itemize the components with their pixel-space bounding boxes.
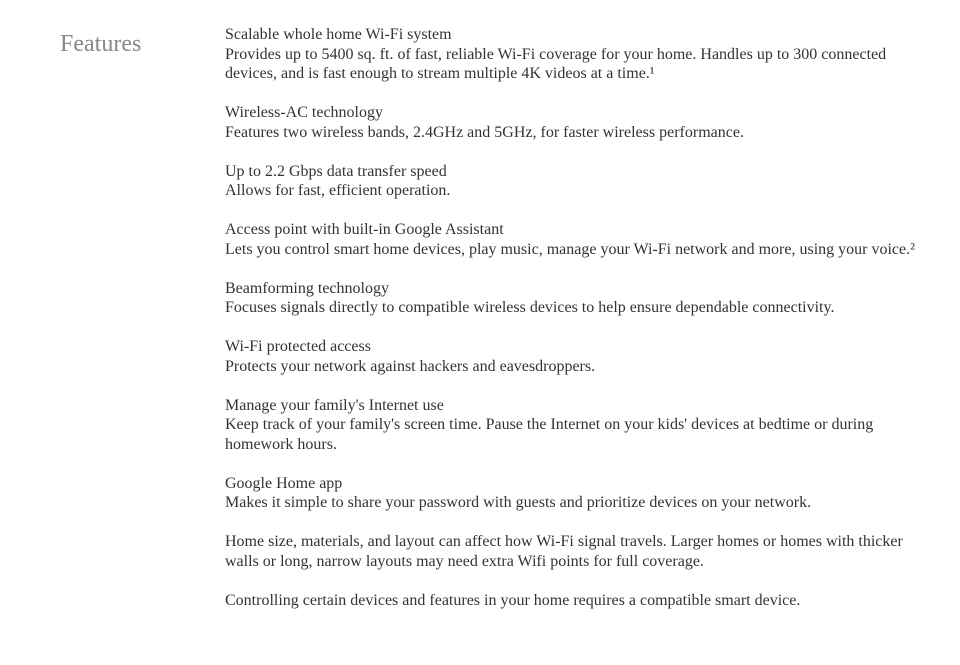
- feature-description: Allows for fast, efficient operation.: [225, 182, 451, 199]
- footnote-coverage: Home size, materials, and layout can affect how Wi-Fi signal travels. Larger homes or homes with thicker walls or long, narrow layouts may need extra Wifi points for full coverage.: [225, 533, 903, 570]
- feature-item: [225, 279, 915, 318]
- feature-description: Features two wireless bands, 2.4GHz and 5GHz, for faster wireless performance.: [225, 123, 744, 141]
- feature-name: Wi-Fi protected access: [225, 338, 371, 355]
- feature-item: [225, 103, 915, 142]
- features-list: [225, 25, 915, 630]
- feature-name: Scalable whole home Wi-Fi system: [225, 26, 452, 43]
- feature-item: [225, 162, 915, 201]
- feature-description: Focuses signals directly to compatible wireless devices to help ensure dependable connectivity.: [225, 299, 835, 316]
- feature-item: [225, 25, 915, 84]
- feature-item: [225, 337, 915, 376]
- feature-description: Provides up to 5400 sq. ft. of fast, reliable Wi-Fi coverage for your home. Handles up to 300 connected devices, and is fast enough to stream multiple 4K videos at a time.¹: [225, 45, 887, 82]
- feature-description: Keep track of your family's screen time. Pause the Internet on your kids' devices at bedtime or during homework hours.: [225, 416, 874, 453]
- feature-description: Lets you control smart home devices, play music, manage your Wi-Fi network and more, using your voice.²: [225, 240, 915, 258]
- feature-item: [225, 396, 915, 455]
- feature-name: Beamforming technology: [225, 279, 389, 297]
- feature-name: Google Home app: [225, 474, 343, 492]
- feature-name: Manage your family's Internet use: [225, 396, 444, 414]
- feature-description: Protects your network against hackers and eavesdroppers.: [225, 357, 596, 375]
- feature-description: Makes it simple to share your password with guests and prioritize devices on your network.: [225, 494, 812, 511]
- footnote-smart-device: Controlling certain devices and features in your home requires a compatible smart device.: [225, 591, 801, 609]
- feature-name: Wireless-AC technology: [225, 104, 383, 121]
- feature-name: Up to 2.2 Gbps data transfer speed: [225, 162, 447, 180]
- feature-item: [225, 474, 915, 513]
- feature-item: [225, 220, 915, 259]
- section-title: Features: [60, 31, 142, 57]
- feature-name: Access point with built-in Google Assistant: [225, 221, 504, 238]
